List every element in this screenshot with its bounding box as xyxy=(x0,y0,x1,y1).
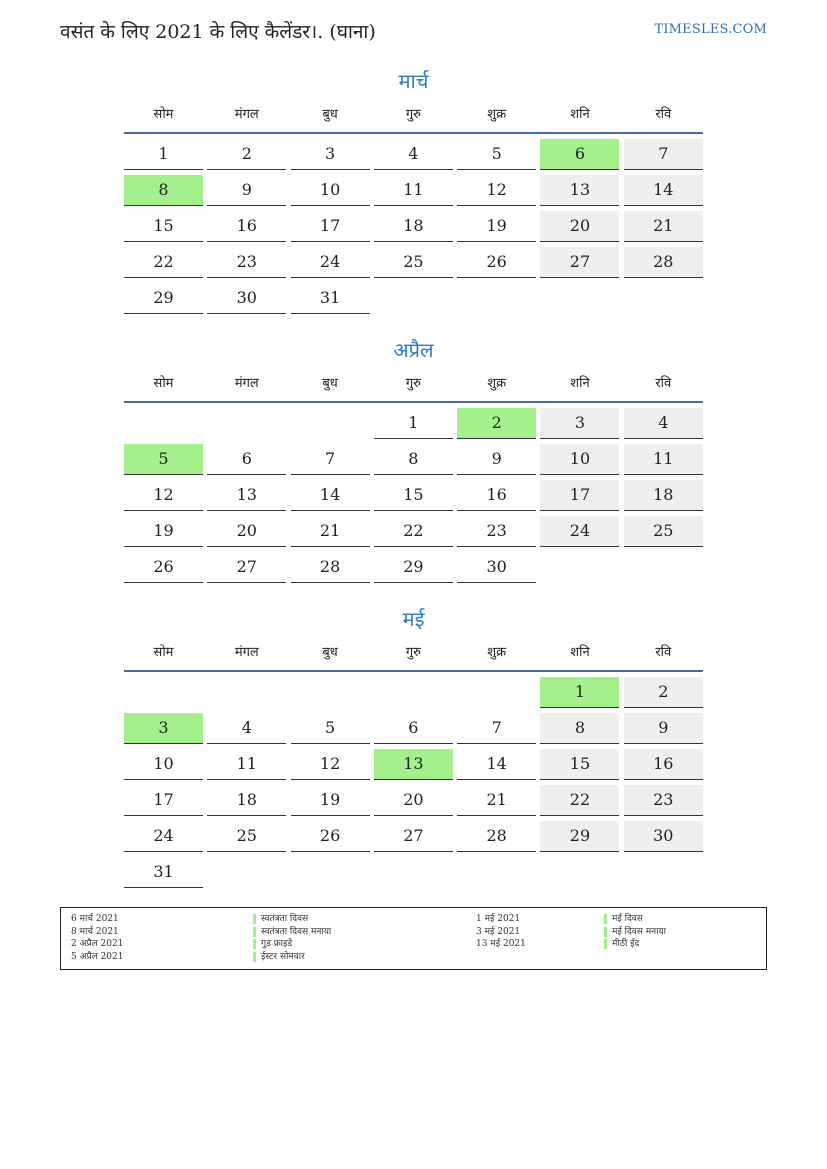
weekday-header xyxy=(124,375,703,401)
day-cell: 19 xyxy=(124,516,203,547)
day-cell: 16 xyxy=(207,211,286,242)
days-grid xyxy=(124,139,703,314)
day-cell: 26 xyxy=(124,552,203,583)
weekday-label: सोम xyxy=(153,645,174,660)
day-cell: 1 xyxy=(124,139,203,170)
weekday-label: बुध xyxy=(322,376,338,391)
weekday-label: रवि xyxy=(655,376,672,391)
empty-cell xyxy=(207,677,286,708)
day-cell: 28 xyxy=(624,247,703,278)
legend-name-row xyxy=(253,938,331,951)
day-cell: 9 xyxy=(457,444,536,475)
legend-holiday-name: मई दिवस xyxy=(604,914,643,924)
day-cell: 14 xyxy=(624,175,703,206)
day-cell: 23 xyxy=(624,785,703,816)
legend-right-dates xyxy=(476,913,526,951)
day-cell: 4 xyxy=(624,408,703,439)
empty-cell xyxy=(124,677,203,708)
legend-date: 3 मई 2021 xyxy=(476,926,521,937)
day-cell: 1 xyxy=(374,408,453,439)
day-cell: 31 xyxy=(124,857,203,888)
legend-name-row xyxy=(604,938,666,951)
legend-date: 2 अप्रैल 2021 xyxy=(71,939,124,949)
day-cell: 12 xyxy=(291,749,370,780)
legend-name-row xyxy=(253,926,331,939)
day-cell: 31 xyxy=(291,283,370,314)
day-cell: 4 xyxy=(207,713,286,744)
day-cell: 13 xyxy=(540,175,619,206)
day-cell: 24 xyxy=(540,516,619,547)
site-link[interactable]: TIMESLES.COM xyxy=(654,22,767,37)
day-cell: 21 xyxy=(457,785,536,816)
day-cell: 21 xyxy=(624,211,703,242)
day-cell: 29 xyxy=(374,552,453,583)
empty-cell xyxy=(457,677,536,708)
day-cell: 23 xyxy=(207,247,286,278)
day-cell: 18 xyxy=(624,480,703,511)
weekday-label: गुरु xyxy=(405,107,421,122)
legend-right-names xyxy=(604,913,666,951)
day-cell: 5 xyxy=(291,713,370,744)
weekday-label: मंगल xyxy=(234,645,259,660)
legend-name-row xyxy=(604,913,666,926)
weekday-label: शुक्र xyxy=(487,645,507,660)
day-cell: 2 xyxy=(624,677,703,708)
day-cell: 4 xyxy=(374,139,453,170)
weekday-label: शनि xyxy=(570,645,590,660)
day-cell: 6 xyxy=(374,713,453,744)
weekday-label: बुध xyxy=(322,107,338,122)
day-cell: 2 xyxy=(207,139,286,170)
legend-holiday-name: ईस्टर सोमवार xyxy=(253,952,305,962)
day-cell: 12 xyxy=(457,175,536,206)
empty-cell xyxy=(124,408,203,439)
weekday-label: गुरु xyxy=(405,645,421,660)
weekday-label: शुक्र xyxy=(487,107,507,122)
holiday-legend xyxy=(60,907,767,970)
empty-cell xyxy=(291,408,370,439)
day-cell: 9 xyxy=(624,713,703,744)
legend-date: 5 अप्रैल 2021 xyxy=(71,951,124,962)
day-cell: 7 xyxy=(291,444,370,475)
day-cell: 16 xyxy=(457,480,536,511)
weekday-label: रवि xyxy=(655,107,672,122)
month-name: मई xyxy=(402,607,425,631)
day-cell: 30 xyxy=(457,552,536,583)
month-block xyxy=(124,604,703,888)
month-name: अप्रैल xyxy=(393,338,434,362)
holiday-day-cell: 6 xyxy=(540,139,619,170)
legend-holiday-name: स्वतंत्रता दिवस मनाया xyxy=(253,927,331,937)
day-cell: 25 xyxy=(374,247,453,278)
legend-holiday-name: गुड फ्राइडे xyxy=(253,939,292,949)
header-rule xyxy=(124,401,703,403)
day-cell: 20 xyxy=(374,785,453,816)
day-cell: 6 xyxy=(207,444,286,475)
day-cell: 11 xyxy=(624,444,703,475)
month-name: मार्च xyxy=(398,69,429,93)
legend-left-names xyxy=(253,913,331,963)
empty-cell xyxy=(291,677,370,708)
empty-cell xyxy=(207,408,286,439)
day-cell: 3 xyxy=(291,139,370,170)
holiday-day-cell: 2 xyxy=(457,408,536,439)
day-cell: 13 xyxy=(207,480,286,511)
day-cell: 25 xyxy=(624,516,703,547)
day-cell: 15 xyxy=(540,749,619,780)
day-cell: 28 xyxy=(291,552,370,583)
day-cell: 17 xyxy=(291,211,370,242)
weekday-label: सोम xyxy=(153,376,174,391)
day-cell: 22 xyxy=(124,247,203,278)
weekday-label: गुरु xyxy=(405,376,421,391)
day-cell: 9 xyxy=(207,175,286,206)
day-cell: 14 xyxy=(457,749,536,780)
days-grid xyxy=(124,677,703,888)
day-cell: 27 xyxy=(540,247,619,278)
day-cell: 27 xyxy=(207,552,286,583)
day-cell: 20 xyxy=(540,211,619,242)
day-cell: 15 xyxy=(374,480,453,511)
day-cell: 15 xyxy=(124,211,203,242)
legend-date: 8 मार्च 2021 xyxy=(71,926,119,937)
day-cell: 12 xyxy=(124,480,203,511)
day-cell: 26 xyxy=(291,821,370,852)
weekday-label: मंगल xyxy=(234,107,259,122)
day-cell: 25 xyxy=(207,821,286,852)
weekday-header xyxy=(124,644,703,670)
header-rule xyxy=(124,670,703,672)
day-cell: 30 xyxy=(624,821,703,852)
month-block xyxy=(124,66,703,314)
day-cell: 11 xyxy=(207,749,286,780)
legend-name-row xyxy=(253,913,331,926)
weekday-label: सोम xyxy=(153,107,174,122)
weekday-label: शनि xyxy=(570,107,590,122)
weekday-label: रवि xyxy=(655,645,672,660)
holiday-day-cell: 1 xyxy=(540,677,619,708)
day-cell: 22 xyxy=(540,785,619,816)
day-cell: 22 xyxy=(374,516,453,547)
day-cell: 18 xyxy=(374,211,453,242)
day-cell: 20 xyxy=(207,516,286,547)
holiday-day-cell: 8 xyxy=(124,175,203,206)
page-title: वसंत के लिए 2021 के लिए कैलेंडर।. (घाना) xyxy=(60,21,376,43)
day-cell: 17 xyxy=(540,480,619,511)
header-rule xyxy=(124,132,703,134)
weekday-header xyxy=(124,106,703,132)
day-cell: 8 xyxy=(540,713,619,744)
day-cell: 14 xyxy=(291,480,370,511)
weekday-label: शुक्र xyxy=(487,376,507,391)
day-cell: 5 xyxy=(457,139,536,170)
legend-holiday-name: मीठी ईद xyxy=(604,939,639,949)
empty-cell xyxy=(374,677,453,708)
day-cell: 24 xyxy=(291,247,370,278)
days-grid xyxy=(124,408,703,583)
legend-holiday-name: स्वतंत्रता दिवस xyxy=(253,914,308,924)
legend-name-row xyxy=(604,926,666,939)
day-cell: 29 xyxy=(540,821,619,852)
legend-name-row xyxy=(253,951,331,964)
day-cell: 11 xyxy=(374,175,453,206)
weekday-label: बुध xyxy=(322,645,338,660)
day-cell: 30 xyxy=(207,283,286,314)
holiday-day-cell: 5 xyxy=(124,444,203,475)
legend-date: 6 मार्च 2021 xyxy=(71,914,119,924)
day-cell: 23 xyxy=(457,516,536,547)
day-cell: 27 xyxy=(374,821,453,852)
holiday-day-cell: 13 xyxy=(374,749,453,780)
weekday-label: मंगल xyxy=(234,376,259,391)
day-cell: 24 xyxy=(124,821,203,852)
day-cell: 8 xyxy=(374,444,453,475)
day-cell: 3 xyxy=(540,408,619,439)
legend-left-dates xyxy=(71,913,123,963)
day-cell: 28 xyxy=(457,821,536,852)
legend-holiday-name: मई दिवस मनाया xyxy=(604,927,666,937)
day-cell: 17 xyxy=(124,785,203,816)
day-cell: 10 xyxy=(291,175,370,206)
day-cell: 29 xyxy=(124,283,203,314)
legend-date: 13 मई 2021 xyxy=(476,939,526,949)
holiday-day-cell: 3 xyxy=(124,713,203,744)
day-cell: 16 xyxy=(624,749,703,780)
day-cell: 21 xyxy=(291,516,370,547)
legend-date: 1 मई 2021 xyxy=(476,914,521,924)
day-cell: 7 xyxy=(457,713,536,744)
day-cell: 26 xyxy=(457,247,536,278)
day-cell: 18 xyxy=(207,785,286,816)
day-cell: 19 xyxy=(291,785,370,816)
day-cell: 19 xyxy=(457,211,536,242)
day-cell: 10 xyxy=(540,444,619,475)
month-block xyxy=(124,335,703,583)
weekday-label: शनि xyxy=(570,376,590,391)
day-cell: 10 xyxy=(124,749,203,780)
day-cell: 7 xyxy=(624,139,703,170)
